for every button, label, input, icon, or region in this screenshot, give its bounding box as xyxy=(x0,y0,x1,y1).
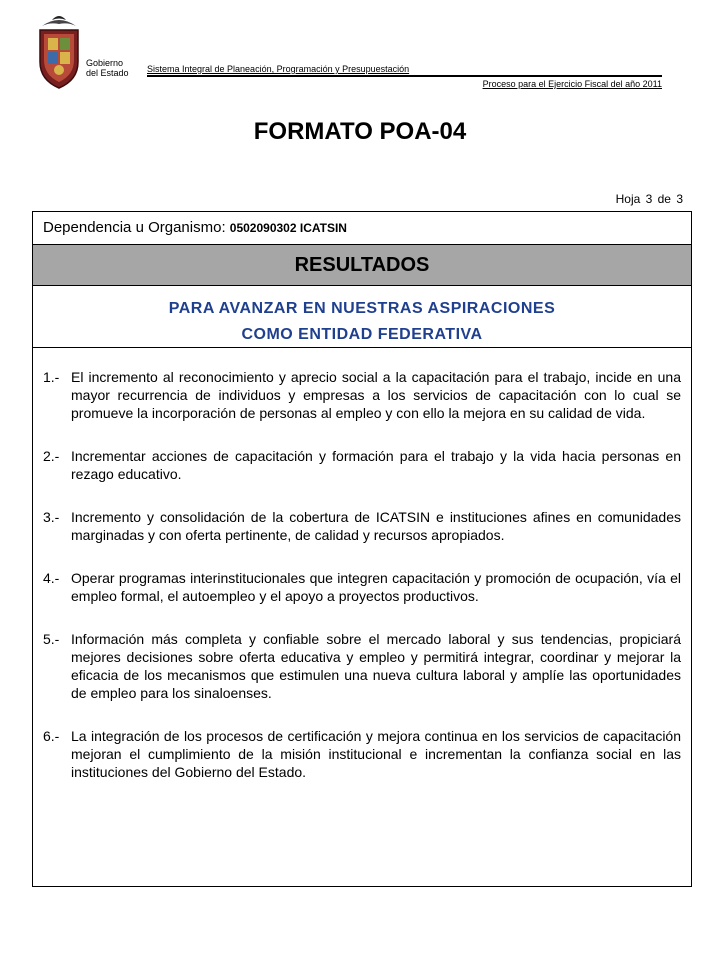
section-title: RESULTADOS xyxy=(33,245,691,286)
item-number: 1.- xyxy=(43,369,60,385)
gobierno-line2: del Estado xyxy=(86,68,129,78)
page-title: FORMATO POA-04 xyxy=(253,118,467,145)
dependencia-row xyxy=(33,212,691,245)
results-form xyxy=(32,211,692,887)
subtitle-line2: COMO ENTIDAD FEDERATIVA xyxy=(241,326,483,343)
item-text: Operar programas interinstitucionales que integren capacitación y promoción de ocupación, vía el empleo formal, el autoempleo y el apoyo a proyectos productivos. xyxy=(71,570,681,604)
list-item xyxy=(43,368,681,422)
list-item xyxy=(43,508,681,544)
gobierno-label xyxy=(86,58,129,78)
item-text: Incremento y consolidación de la cobertura de ICATSIN e instituciones afines en comunidades marginadas y con oferta pertinente, de calidad y recursos apropiados. xyxy=(71,509,681,543)
subtitle-line1: PARA AVANZAR EN NUESTRAS ASPIRACIONES xyxy=(168,300,556,317)
item-text: El incremento al reconocimiento y aprecio social a la capacitación para el trabajo, incide en una mayor recurrencia de individuos y empresas a los servicios de capacitación con lo cual se promueve la incorporación de personas al empleo y con ello la mejora en su calidad de vida. xyxy=(71,369,681,421)
page-number: Hoja 3 de 3 xyxy=(615,192,683,206)
item-text: Información más completa y confiable sobre el mercado laboral y sus tendencias, propiciará mejores decisiones sobre oferta educativa y empleo y permitirá integrar, coordinar y mejorar la eficacia de los mecanismos que estimulen una nueva cultura laboral y amplíe las oportunidades de empleo para los sinaloenses. xyxy=(71,631,681,701)
state-seal-logo xyxy=(34,12,84,90)
results-list xyxy=(33,348,691,781)
sistema-label: Sistema Integral de Planeación, Programación y Presupuestación xyxy=(147,64,410,74)
item-number: 6.- xyxy=(43,728,60,744)
item-number: 2.- xyxy=(43,448,60,464)
proceso-label: Proceso para el Ejercicio Fiscal del año 2011 xyxy=(482,79,662,89)
item-number: 5.- xyxy=(43,631,60,647)
item-text: La integración de los procesos de certificación y mejora continua en los servicios de capacitación mejoran el cumplimiento de la misión institucional e incrementan la confianza social en las instituciones del Gobierno del Estado. xyxy=(71,728,681,780)
list-item xyxy=(43,727,681,781)
subtitle xyxy=(33,286,691,348)
gobierno-line1: Gobierno xyxy=(86,58,124,68)
list-item xyxy=(43,447,681,483)
dependencia-label: Dependencia u Organismo: xyxy=(43,219,230,236)
item-text: Incrementar acciones de capacitación y formación para el trabajo y la vida hacia personas en rezago educativo. xyxy=(71,448,681,482)
dependencia-code: 0502090302 ICATSIN xyxy=(229,221,347,235)
header-rule xyxy=(147,75,662,77)
list-item xyxy=(43,569,681,605)
list-item xyxy=(43,630,681,702)
item-number: 4.- xyxy=(43,570,60,586)
item-number: 3.- xyxy=(43,509,60,525)
